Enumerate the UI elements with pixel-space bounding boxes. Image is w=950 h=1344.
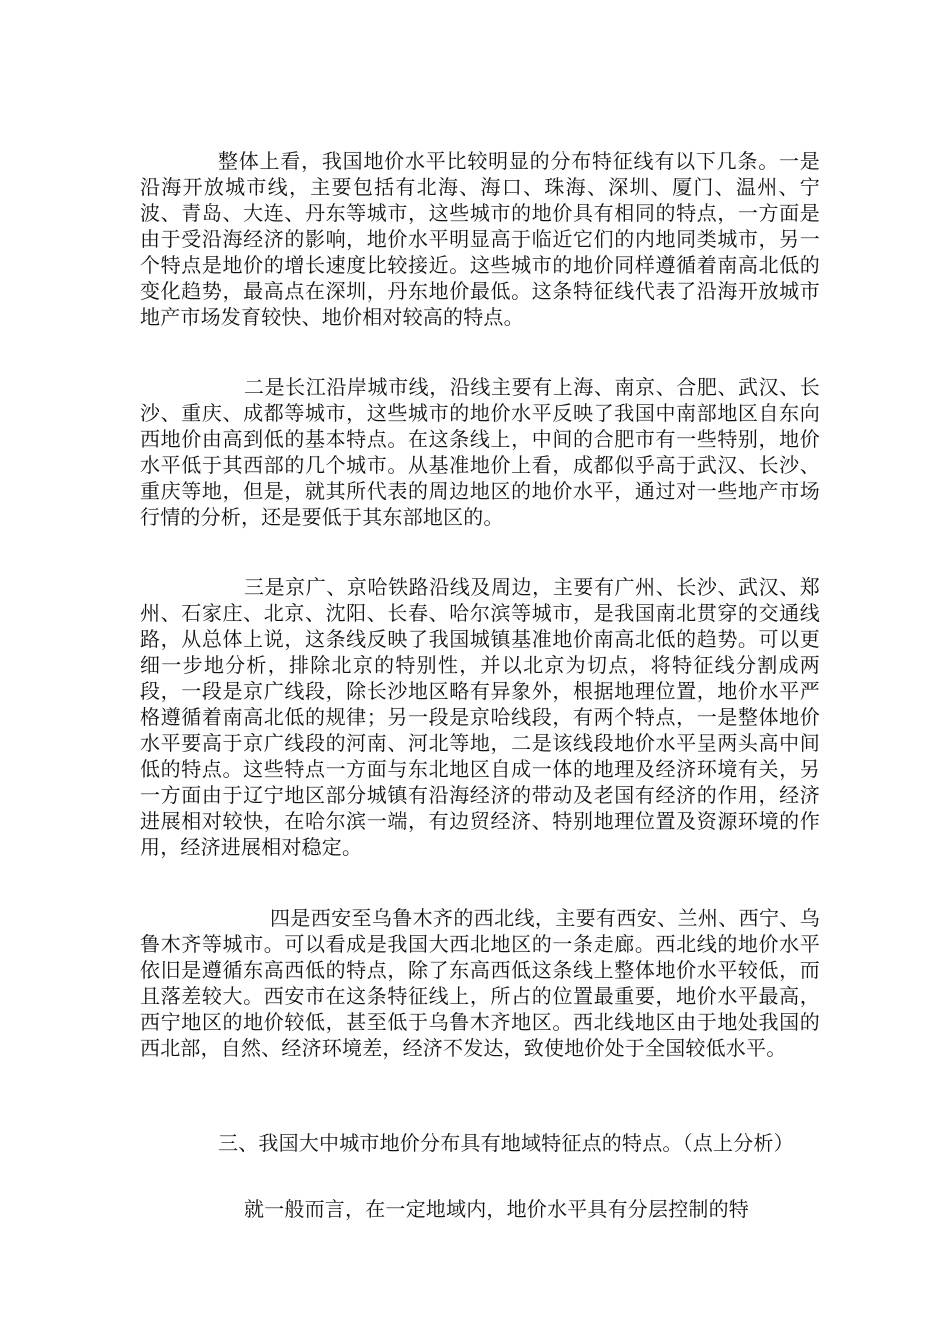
section-heading-three: 三、我国大中城市地价分布具有地域特征点的特点。（点上分析）	[218, 1131, 794, 1155]
paragraph-yangtze-line: 二是长江沿岸城市线，沿线主要有上海、南京、合肥、武汉、长沙、重庆、成都等城市，这些城市的地价水平反映了我国中南部地区自东向西地价由高到低的基本特点。在这条线上，中间的合肥市有一些特别，地价水平低于其西部的几个城市。从基准地价上看，成都似乎高于武汉、长沙、重庆等地，但是，就其所代表的周边地区的地价水平，通过对一些地产市场行情的分析，还是要低于其东部地区的。	[140, 375, 820, 529]
paragraph-regional-layering: 就一般而言，在一定地域内，地价水平具有分层控制的特	[244, 1197, 749, 1221]
paragraph-railway-line: 三是京广、京哈铁路沿线及周边，主要有广州、长沙、武汉、郑州、石家庄、北京、沈阳、长春、哈尔滨等城市，是我国南北贯穿的交通线路，从总体上说，这条线反映了我国城镇基准地价南高北低的趋势。可以更细一步地分析，排除北京的特别性，并以北京为切点，将特征线分割成两段，一段是京广线段，除长沙地区略有异象外，根据地理位置，地价水平严格遵循着南高北低的规律；另一段是京哈线段，有两个特点，一是整体地价水平要高于京广线段的河南、河北等地，二是该线段地价水平呈两头高中间低的特点。这些特点一方面与东北地区自成一体的地理及经济环境有关，另一方面由于辽宁地区部分城镇有沿海经济的带动及老国有经济的作用，经济进展相对较快，在哈尔滨一端，有边贸经济、特别地理位置及资源环境的作用，经济进展相对稳定。	[140, 575, 820, 859]
paragraph-coastal-line: 整体上看，我国地价水平比较明显的分布特征线有以下几条。一是沿海开放城市线，主要包括有北海、海口、珠海、深圳、厦门、温州、宁波、青岛、大连、丹东等城市，这些城市的地价具有相同的特点，一方面是由于受沿海经济的影响，地价水平明显高于临近它们的内地同类城市，另一个特点是地价的增长速度比较接近。这些城市的地价同样遵循着南高北低的变化趋势，最高点在深圳，丹东地价最低。这条特征线代表了沿海开放城市地产市场发育较快、地价相对较高的特点。	[140, 149, 820, 329]
paragraph-northwest-line: 四是西安至乌鲁木齐的西北线，主要有西安、兰州、西宁、乌鲁木齐等城市。可以看成是我国大西北地区的一条走廊。西北线的地价水平依旧是遵循东高西低的特点，除了东高西低这条线上整体地价水平较低，而且落差较大。西安市在这条特征线上，所占的位置最重要，地价水平最高，西宁地区的地价较低，甚至低于乌鲁木齐地区。西北线地区由于地处我国的西北部，自然、经济环境差，经济不发达，致使地价处于全国较低水平。	[140, 906, 820, 1060]
